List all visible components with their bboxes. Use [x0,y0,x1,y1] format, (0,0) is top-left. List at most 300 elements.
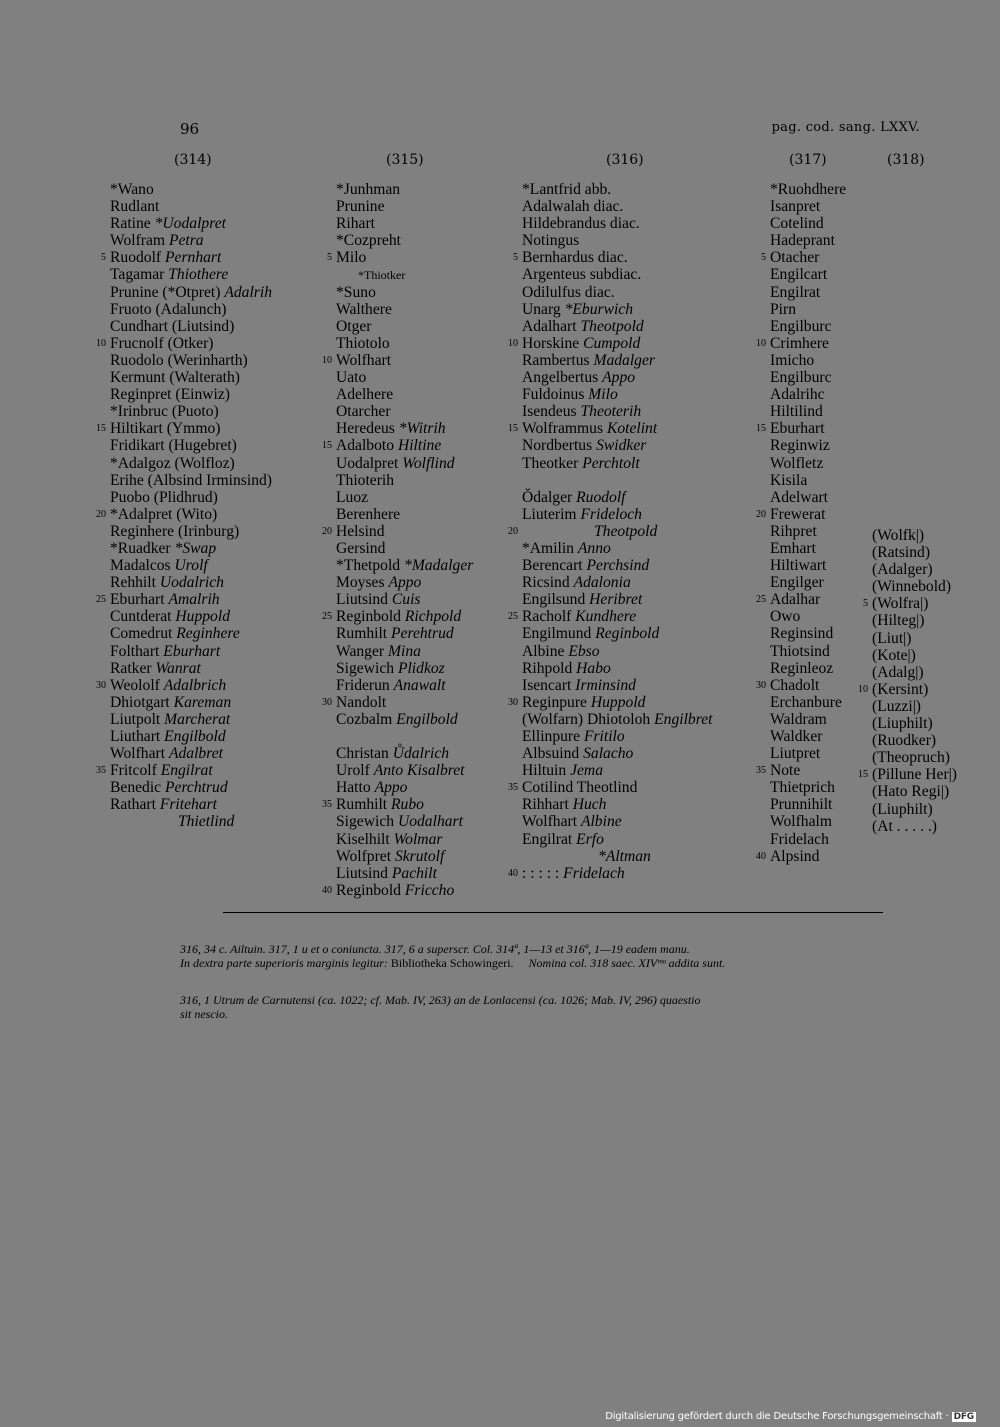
name-entry [522,711,712,728]
entry-italic-name: Fritilo [583,728,625,745]
name-entry [756,505,846,523]
entry-name: Comedrut [110,625,173,643]
line-number: 40 [756,850,766,862]
entry-name: Luoz [336,488,369,506]
entry-italic-name: Pachilt [391,864,437,882]
entry-italic-name: Ůdalrich [392,745,450,763]
column-318 [858,527,957,835]
entry-name: Reginhere (Irinburg) [110,522,240,540]
entry-name: (Winnebold) [872,578,952,596]
entry-name: Ǒdalger [522,488,573,506]
name-entry [770,728,846,745]
entry-name: Engilrat [522,830,573,848]
entry-name: *Irinbruc (Puoto) [110,403,219,421]
digitization-credit [605,1411,976,1422]
name-entry [858,680,957,698]
name-entry [322,881,473,899]
entry-name: Hiltiwart [770,557,827,575]
entry-name: Frewerat [770,505,826,523]
name-entry [322,437,473,455]
entry-name: Liuterim [522,505,577,523]
name-entry [522,352,712,369]
entry-italic-name: Wolmar [393,830,443,848]
entry-name: Imicho [770,351,815,369]
entry-name: Crimhere [770,334,829,352]
entry-name: Weololf [110,676,160,694]
entry-name: Christan [336,745,389,763]
name-entry [336,779,473,796]
line-number: 5 [863,598,868,610]
name-entry [770,574,846,591]
entry-name: Theotker [522,454,579,472]
entry-name: Engilrat [770,283,821,301]
entry-name: Reginpret (Einwiz) [110,386,230,404]
line-number: 10 [96,337,106,349]
entry-italic-name: Hiltine [397,437,442,455]
name-entry [110,489,272,506]
name-entry [770,181,846,198]
name-entry [522,540,712,557]
entry-italic-name: Milo [588,386,618,404]
line-number: 5 [761,252,766,264]
name-entry [508,864,712,882]
name-entry [770,831,846,848]
entry-name: *Junhman [336,181,401,198]
name-entry [770,284,846,301]
entry-italic-name: Appo [388,574,422,592]
entry-name: (Ratsind) [872,544,931,562]
name-entry [336,318,473,335]
name-entry [770,608,846,625]
entry-name: Nandolt [336,693,387,711]
entry-name: Ratker [110,659,152,677]
name-entry [522,677,712,694]
name-entry [336,489,473,506]
credit-text: Digitalisierung gefördert durch die Deutsche Forschungsgemeinschaft · [605,1411,949,1422]
entry-name: Berencart [522,557,583,575]
entry-italic-name: Huch [572,796,607,814]
name-entry [336,813,473,830]
running-head: pag. cod. sang. LXXV. [771,120,920,135]
entry-name: Wolframmus [522,420,604,438]
entry-name: Rihart [336,215,375,233]
entry-name: Hatto [336,779,371,797]
entry-name: Isencart [522,676,572,694]
entry-name: Sigewich [336,813,395,831]
name-entry [336,540,473,557]
name-entry [336,677,473,694]
name-entry [770,215,846,232]
name-entry [770,711,846,728]
name-entry [96,334,272,352]
name-entry [522,215,712,232]
name-entry [96,762,272,780]
column-label-316: (316) [606,152,644,168]
entry-italic-name: Erfo [576,830,604,848]
name-entry [872,818,957,835]
name-entry [322,351,473,369]
entry-name: Tagamar [110,266,165,284]
name-entry [872,578,957,595]
entry-italic-name: Engilbret [654,710,713,728]
entry-name: Adalboto [336,437,395,455]
name-entry [336,301,473,318]
entry-italic-name: *Witrih [398,420,446,438]
name-entry [336,660,473,677]
name-entry [336,711,473,728]
entry-italic-name: Marcherat [164,710,231,728]
name-entry [522,728,712,745]
name-entry [872,612,957,629]
name-entry [336,625,473,642]
column-315 [322,181,474,899]
entry-name: Folthart [110,642,160,660]
entry-italic-name: Cuis [391,591,421,609]
name-entry [110,284,272,301]
line-number: 10 [322,354,332,366]
entry-name: Ratine [110,215,151,233]
name-entry [522,506,712,523]
name-entry [110,369,272,386]
name-entry [336,386,473,403]
entry-name: Thietprich [770,779,835,797]
entry-italic-name: Ruodolf [576,488,626,506]
entry-name: Reginpure [522,693,587,711]
entry-name: Cotelind [770,215,824,233]
entry-name: Liutsind [336,864,388,882]
line-number: 30 [96,679,106,691]
entry-name: Racholf [522,608,572,626]
name-entry [336,420,473,437]
entry-name: (Pillune Her|) [872,766,957,784]
entry-name: Otacher [770,249,820,267]
entry-name: Helsind [336,522,385,540]
entry-name: *Wano [110,181,154,198]
name-entry [96,505,272,523]
footnote-line-4: sit nescio. [180,1007,228,1021]
line-number: 25 [96,594,106,606]
name-entry [110,215,272,232]
entry-italic-name: Uodalrich [159,574,224,592]
entry-name: (At . . . . .) [872,817,937,835]
entry-name: Fuldoinus [522,386,585,404]
entry-name: (Kersint) [872,680,929,698]
entry-name: Nordbertus [522,437,593,455]
name-entry [322,608,473,626]
name-entry [110,711,272,728]
entry-italic-name: Perchtrud [165,779,228,797]
name-entry [336,215,473,232]
entry-name: Waldram [770,710,827,728]
entry-name: Fritcolf [110,762,157,780]
footnote-2b: Bibliotheka Schowingeri. [390,956,514,970]
line-number: 20 [322,525,332,537]
name-entry [110,557,272,574]
line-number: 35 [322,799,332,811]
name-entry [756,591,846,609]
name-entry [872,630,957,647]
name-entry [336,181,473,198]
entry-italic-name: Habo [576,659,611,677]
name-entry [522,403,712,420]
entry-italic-name: Albine [580,813,622,831]
name-entry [858,766,957,784]
name-entry [522,557,712,574]
entry-name: Erchanbure [770,693,842,711]
entry-italic-name: Huppold [175,608,230,626]
name-entry [770,523,846,540]
entry-italic-name: Wanrat [155,659,201,677]
entry-name: *Cozpreht [336,232,401,250]
name-entry [770,745,846,762]
entry-name: *Adalgoz (Wolfloz) [110,454,235,472]
entry-name: Fridikart (Hugebret) [110,437,237,455]
entry-name: (Liut|) [872,629,912,647]
name-entry [522,660,712,677]
entry-name: Argenteus subdiac. [522,266,642,284]
name-entry [336,266,473,283]
name-entry [872,732,957,749]
name-entry [327,249,473,267]
entry-italic-name: *Altman [598,847,651,865]
name-entry [110,660,272,677]
entry-name: Kiselhilt [336,830,390,848]
name-entry [101,249,272,267]
line-number: 5 [101,252,106,264]
line-number: 30 [508,696,518,708]
entry-name: (Wolfarn) Dhiotoloh [522,710,651,728]
entry-name: (Hilteg|) [872,612,925,630]
name-entry [110,198,272,215]
name-entry [522,848,712,865]
entry-name: *Lantfrid abb. [522,181,612,198]
entry-name: Ricsind [522,574,570,592]
name-entry [336,455,473,472]
name-entry [522,437,712,454]
name-entry [761,249,846,267]
entry-superscript-note: *Thiotker [358,268,406,283]
name-entry [770,540,846,557]
entry-name: Adelhere [336,386,394,404]
entry-name: Hadeprant [770,232,835,250]
entry-italic-name: Perchtolt [582,454,640,472]
entry-name: Rathart [110,796,156,814]
name-entry [522,198,712,215]
entry-italic-name: Perchsind [586,557,650,575]
name-entry [336,335,473,352]
entry-name: (Theopruch) [872,749,950,767]
name-entry [872,647,957,664]
entry-name: *Adalpret (Wito) [110,505,218,523]
entry-italic-name: Appo [602,369,636,387]
entry-name: Hiltikart (Ymmo) [110,420,221,438]
name-entry [508,420,712,438]
name-entry [770,386,846,403]
entry-name: Reginbold [336,608,401,626]
entry-name: Engilcart [770,266,828,284]
entry-name: Eburhart [110,591,165,609]
line-number: 5 [327,252,332,264]
name-entry [770,813,846,830]
entry-name: (Kote|) [872,646,916,664]
name-entry [522,386,712,403]
line-number: 30 [756,679,766,691]
line-number: 20 [508,525,518,537]
entry-name: (Hato Regi|) [872,783,950,801]
entry-name: : : : : : [522,864,560,882]
entry-italic-name: Ebso [568,642,600,660]
entry-name: Rihhart [522,796,569,814]
entry-name: Kisila [770,471,808,489]
entry-name: Otarcher [336,403,391,421]
entry-italic-name: Wolflind [402,454,455,472]
name-entry [110,608,272,625]
entry-italic-name: Reginhere [176,625,240,643]
footnote-line-1: 316, 34 c. Ailtuin. 317, 1 u et o coniuncta. 317, 6 a superscr. Col. 314ª, 1—13 et 316ª, 1—19 eadem manu. [180,942,690,956]
entry-name: Adelwart [770,488,829,506]
name-entry [770,352,846,369]
entry-name: Eburhart [770,420,825,438]
entry-name: Madalcos [110,557,171,575]
entry-italic-name: Eburhart [163,642,221,660]
entry-name: Wolfhart [110,745,166,763]
entry-name: Reginwiz [770,437,830,455]
name-entry [770,198,846,215]
entry-name: (Luzzi|) [872,697,922,715]
name-entry [336,232,473,249]
entry-italic-name: Jema [570,762,603,780]
name-entry [508,608,712,626]
entry-name: Adalwalah diac. [522,198,624,216]
name-entry [508,693,712,711]
entry-italic-name: Fridelach [563,864,625,882]
line-number: 5 [513,252,518,264]
name-entry [770,266,846,283]
entry-name: Alpsind [770,847,820,865]
entry-name: (Ruodker) [872,732,937,750]
entry-name: Cundhart (Liutsind) [110,317,235,335]
entry-name: Liutsind [336,591,388,609]
name-entry [513,249,712,267]
name-entry [522,643,712,660]
entry-name: *Amilin [522,539,574,557]
name-entry [770,301,846,318]
entry-name: Engilburc [770,317,832,335]
entry-name: *Ruohdhere [770,181,847,198]
entry-italic-name: Plidkoz [397,659,445,677]
entry-italic-name: Adalrih [224,283,272,301]
name-entry [522,284,712,301]
entry-italic-name: *Uodalpret [154,215,226,233]
name-entry [508,779,712,797]
entry-italic-name: Salacho [583,745,634,763]
name-entry [508,522,712,540]
line-number: 35 [96,765,106,777]
name-entry [756,420,846,438]
entry-name: Wolfhart [522,813,578,831]
name-entry [336,848,473,865]
entry-italic-name: Urolf [174,557,208,575]
name-entry [96,591,272,609]
name-entry [110,779,272,796]
name-entry [522,266,712,283]
name-entry [110,813,272,830]
name-entry [522,591,712,608]
line-number: 15 [756,423,766,435]
name-entry [110,386,272,403]
entry-italic-name: Kareman [173,693,232,711]
entry-name: Engilmund [522,625,592,643]
name-entry [770,796,846,813]
name-entry [322,693,473,711]
name-entry [96,676,272,694]
name-entry [110,540,272,557]
name-entry [770,779,846,796]
name-entry [336,506,473,523]
name-entry [110,472,272,489]
column-label-314: (314) [174,152,212,168]
name-entry [522,369,712,386]
name-entry [522,301,712,318]
entry-name: Note [770,762,801,780]
entry-name: Emhart [770,539,816,557]
entry-name: (Adalger) [872,561,933,579]
entry-italic-name: Swidker [596,437,647,455]
entry-name: (Liuphilt) [872,800,933,818]
entry-italic-name: Cumpold [583,334,641,352]
entry-name: Engilburc [770,369,832,387]
name-entry [336,591,473,608]
name-entry [110,728,272,745]
entry-italic-name: Amalrih [168,591,220,609]
entry-italic-name: Irminsind [575,676,636,694]
entry-name: Wolfram [110,232,166,250]
entry-italic-name: Petra [168,232,204,250]
entry-italic-name: Anawalt [393,676,446,694]
name-entry [872,715,957,732]
name-entry [336,865,473,882]
entry-name: Unarg [522,300,561,318]
line-number: 25 [756,594,766,606]
entry-name: Puobo (Plidhrud) [110,488,218,506]
entry-name: Rumhilt [336,625,388,643]
line-number: 15 [858,769,868,781]
entry-name: (Wolfra|) [872,595,929,613]
entry-name: Uato [336,369,367,387]
entry-italic-name: Friccho [404,881,455,899]
entry-name: Adalhar [770,591,821,609]
entry-name: Fruoto (Adalunch) [110,300,227,318]
name-entry [872,749,957,766]
name-entry [110,694,272,711]
entry-name: Wanger [336,642,385,660]
line-number: 10 [858,683,868,695]
entry-italic-name: Kundhere [575,608,637,626]
entry-name: Wolfhart [336,351,392,369]
entry-name: Rihpold [522,659,573,677]
entry-name: Reginbold [336,881,401,899]
name-entry [872,561,957,578]
line-number: 40 [322,884,332,896]
entry-name: Ellinpure [522,728,581,745]
name-entry [770,403,846,420]
name-entry [110,318,272,335]
name-entry [522,745,712,762]
name-entry [770,557,846,574]
name-entry [770,437,846,454]
entry-italic-name: Frideloch [580,505,642,523]
line-number: 15 [508,423,518,435]
